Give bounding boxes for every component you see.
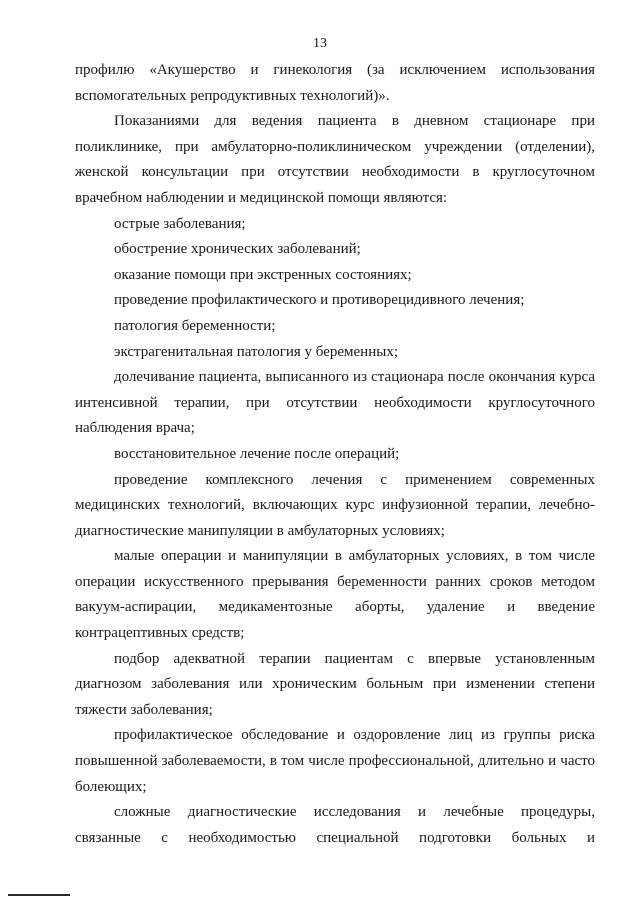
- footnote-divider: [8, 894, 70, 896]
- list-item-minor-operations: малые операции и манипуляции в амбулаторных условиях, в том числе операции искусственного прерывания беременности ранних сроков методом вакуум-аспирации, медикаментозные аборты, удаление и введение контрацептивных средств;: [75, 548, 595, 642]
- list-item-emergency-care: оказание помощи при экстренных состояниях;: [114, 266, 412, 283]
- body-text: [75, 58, 595, 851]
- paragraph-continuation: профилю «Акушерство и гинекология (за исключением использования вспомогательных репродуктивных технологий)».: [75, 62, 595, 104]
- list-item-extragenital-pathology: экстрагенитальная патология у беременных;: [114, 343, 398, 360]
- list-item-acute-diseases: острые заболевания;: [114, 215, 246, 232]
- list-item-complex-diagnostics: сложные диагностические исследования и лечебные процедуры, связанные с необходимостью специальной подготовки больных и: [75, 804, 595, 846]
- page-number: 13: [313, 36, 327, 51]
- list-item-complex-treatment: проведение комплексного лечения с применением современных медицинских технологий, включающих курс инфузионной терапии, лечебно-диагностические манипуляции в амбулаторных условиях;: [75, 471, 595, 539]
- list-item-rehabilitation: восстановительное лечение после операций;: [114, 445, 400, 462]
- list-item-preventive-examination: профилактическое обследование и оздоровление лиц из группы риска повышенной заболеваемости, в том числе профессиональной, длительно и часто болеющих;: [75, 727, 595, 795]
- list-item-preventive-treatment: проведение профилактического и противорецидивного лечения;: [114, 292, 525, 309]
- paragraph-indications-intro: Показаниями для ведения пациента в дневном стационаре при поликлинике, при амбулаторно-поликлиническом учреждении (отделении), женской консультации при отсутствии необходимости в круглосуточном врачебном наблюдении и медицинской помощи являются:: [75, 113, 595, 206]
- list-item-pregnancy-pathology: патология беременности;: [114, 317, 276, 334]
- list-item-therapy-selection: подбор адекватной терапии пациентам с впервые установленным диагнозом заболевания или хроническим больным при изменении степени тяжести заболевания;: [75, 650, 595, 718]
- list-item-aftercare: долечивание пациента, выписанного из стационара после окончания курса интенсивной терапии, при отсутствии необходимости круглосуточного наблюдения врача;: [75, 369, 595, 437]
- list-item-chronic-exacerbation: обострение хронических заболеваний;: [114, 241, 361, 258]
